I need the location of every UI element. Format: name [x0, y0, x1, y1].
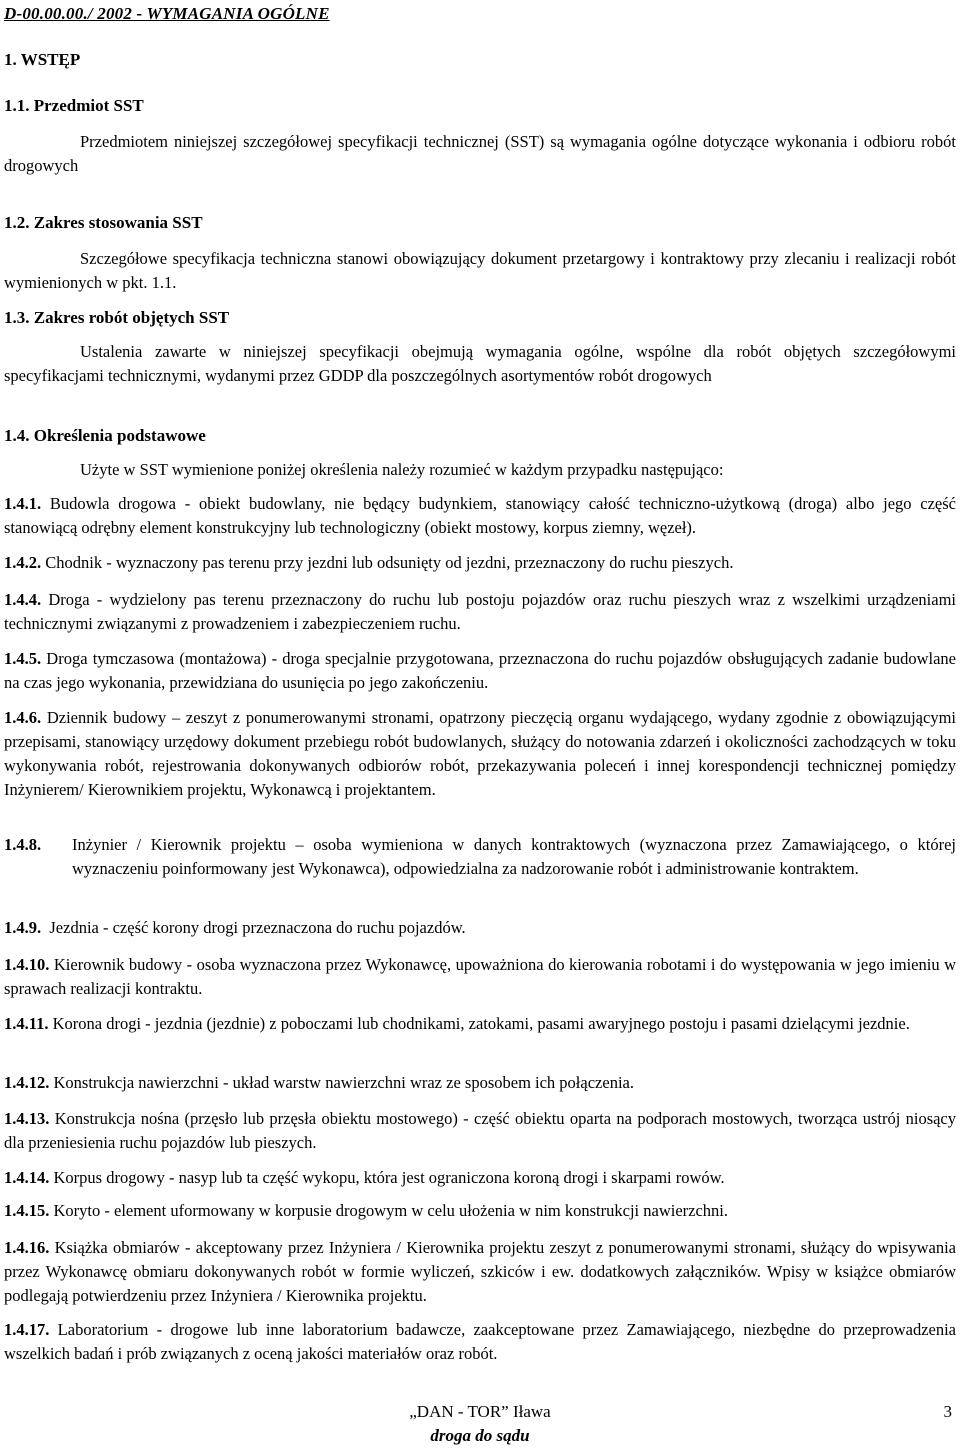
- definition-item: [4, 492, 956, 540]
- definition-number: 1.4.12.: [4, 1073, 50, 1092]
- definition-text: Droga tymczasowa (montażowa) - droga specjalnie przygotowana, przeznaczona do ruchu pojazdów obsługujących zadanie budowlane na czas jego wykonania, przewidziana do usunięcia po jego zakończeniu.: [4, 649, 956, 692]
- definition-text: Korpus drogowy - nasyp lub ta część wykopu, która jest ograniczona koroną drogi i skarpami rowów.: [53, 1168, 725, 1187]
- footer-motto: droga do sądu: [430, 1426, 530, 1445]
- section-heading-introduction: 1. WSTĘP: [4, 50, 81, 69]
- paragraph-subject: Przedmiotem niniejszej szczegółowej specyfikacji technicznej (SST) są wymagania ogólne dotyczące wykonania i odbioru robót drogowych: [4, 132, 956, 175]
- definition-number: 1.4.11.: [4, 1014, 49, 1033]
- definition-number: 1.4.6.: [4, 708, 42, 727]
- definition-item: [4, 551, 956, 575]
- definition-number: 1.4.17.: [4, 1320, 50, 1339]
- paragraph-scope-of-works: Ustalenia zawarte w niniejszej specyfikacji obejmują wymagania ogólne, wspólne dla robót objętych szczegółowymi specyfikacjami technicznymi, wydanymi przez GDDP dla poszczególnych asortymentów robót drogowych: [4, 342, 956, 385]
- definition-text: Budowla drogowa - obiekt budowlany, nie będący budynkiem, stanowiący całość techniczno-użytkową (droga) albo jego część stanowiącą odrębny element konstrukcyjny lub technologiczny (obiekt mostowy, korpus ziemny, węzeł).: [4, 494, 956, 537]
- definition-number: 1.4.10.: [4, 955, 50, 974]
- definition-item: [4, 588, 956, 636]
- definition-number: 1.4.2.: [4, 553, 42, 572]
- definition-text: Książka obmiarów - akceptowany przez Inżyniera / Kierownika projektu zeszyt z ponumerowanymi stronami, służący do wpisywania przez Wykonawcę obmiaru dokonywanych robót w formie wyliczeń, szkiców i ew. dodatkowych załączników. Wpisy w książce obmiarów podlegają potwierdzeniu przez Inżyniera / Kierownika projektu.: [4, 1238, 957, 1305]
- definition-text: Koryto - element uformowany w korpusie drogowym w celu ułożenia w nim konstrukcji nawierzchni.: [53, 1201, 728, 1220]
- definition-text: Kierownik budowy - osoba wyznaczona przez Wykonawcę, upoważniona do kierowania robotami i do występowania w jego imieniu w sprawach realizacji kontraktu.: [4, 955, 957, 998]
- definition-text: Inżynier / Kierownik projektu – osoba wymieniona w danych kontraktowych (wyznaczona przez Zamawiającego, o której wyznaczeniu poinformowany jest Wykonawca), odpowiedzialna za nadzorowanie robót i administrowanie kontraktem.: [72, 835, 956, 878]
- definition-number: 1.4.15.: [4, 1201, 50, 1220]
- footer-company: „DAN - TOR” Iława: [409, 1402, 551, 1421]
- definition-text: Laboratorium - drogowe lub inne laboratorium badawcze, zaakceptowane przez Zamawiającego, niezbędne do przeprowadzenia wszelkich badań i prób związanych z oceną jakości materiałów oraz robót.: [4, 1320, 957, 1363]
- document-header: D-00.00.00./ 2002 - WYMAGANIA OGÓLNE: [4, 4, 330, 23]
- definition-item: [4, 833, 956, 881]
- definition-item: [4, 1107, 956, 1155]
- page-number: 3: [943, 1402, 952, 1421]
- definition-item: [4, 1199, 956, 1223]
- definition-item: [4, 1071, 956, 1095]
- definition-number: 1.4.1.: [4, 494, 42, 513]
- paragraph-scope-of-application: Szczegółowe specyfikacja techniczna stanowi obowiązujący dokument przetargowy i kontraktowy przy zlecaniu i realizacji robót wymienionych w pkt. 1.1.: [4, 249, 956, 292]
- subsection-heading-definitions: 1.4. Określenia podstawowe: [4, 426, 206, 445]
- definition-text: Korona drogi - jezdnia (jezdnie) z poboczami lub chodnikami, zatokami, pasami awaryjnego postoju i pasami dzielącymi jezdnie.: [52, 1014, 910, 1033]
- definition-item: [4, 1166, 956, 1190]
- definition-item: [4, 1236, 956, 1308]
- definition-text: Droga - wydzielony pas terenu przeznaczony do ruchu lub postoju pojazdów oraz ruchu pieszych wraz z wszelkimi urządzeniami technicznymi związanymi z prowadzeniem i zabezpieczeniem ruchu.: [4, 590, 956, 633]
- subsection-heading-scope-of-application: 1.2. Zakres stosowania SST: [4, 213, 203, 232]
- definition-item: [4, 916, 956, 940]
- definition-number: 1.4.4.: [4, 590, 42, 609]
- definition-number: 1.4.13.: [4, 1109, 50, 1128]
- definition-text: Dziennik budowy – zeszyt z ponumerowanymi stronami, opatrzony pieczęcią organu wydającego, wydany zgodnie z obowiązującymi przepisami, stanowiący urzędowy dokument przebiegu robót budowlanych, służący do notowania zdarzeń i okoliczności zachodzących w toku wykonywania robót, rejestrowania dokonywanych odbiorów robót, przekazywania poleceń i innej korespondencji technicznej pomiędzy Inżynierem/ Kierownikiem projektu, Wykonawcą i projektantem.: [4, 708, 956, 799]
- definition-item: [4, 1012, 956, 1036]
- definition-number: 1.4.14.: [4, 1168, 50, 1187]
- definition-text: Chodnik - wyznaczony pas terenu przy jezdni lub odsunięty od jezdni, przeznaczony do ruchu pieszych.: [45, 553, 734, 572]
- definition-text: Konstrukcja nawierzchni - układ warstw nawierzchni wraz ze sposobem ich połączenia.: [53, 1073, 634, 1092]
- paragraph-definitions-intro: Użyte w SST wymienione poniżej określenia należy rozumieć w każdym przypadku następująco:: [80, 460, 724, 479]
- definition-item: [4, 706, 956, 802]
- subsection-heading-subject: 1.1. Przedmiot SST: [4, 96, 144, 115]
- definition-number: 1.4.8.: [4, 835, 42, 854]
- definition-item: [4, 953, 956, 1001]
- definition-number: 1.4.9.: [4, 918, 42, 937]
- definition-number: 1.4.16.: [4, 1238, 50, 1257]
- definition-item: [4, 1318, 956, 1366]
- subsection-heading-scope-of-works: 1.3. Zakres robót objętych SST: [4, 308, 230, 327]
- definition-text: Konstrukcja nośna (przęsło lub przęsła obiektu mostowego) - część obiektu oparta na podporach mostowych, tworząca ustrój niosący dla przeniesienia ruchu pojazdów lub pieszych.: [4, 1109, 957, 1152]
- definition-item: [4, 647, 956, 695]
- definition-text: Jezdnia - część korony drogi przeznaczona do ruchu pojazdów.: [49, 918, 466, 937]
- definition-number: 1.4.5.: [4, 649, 42, 668]
